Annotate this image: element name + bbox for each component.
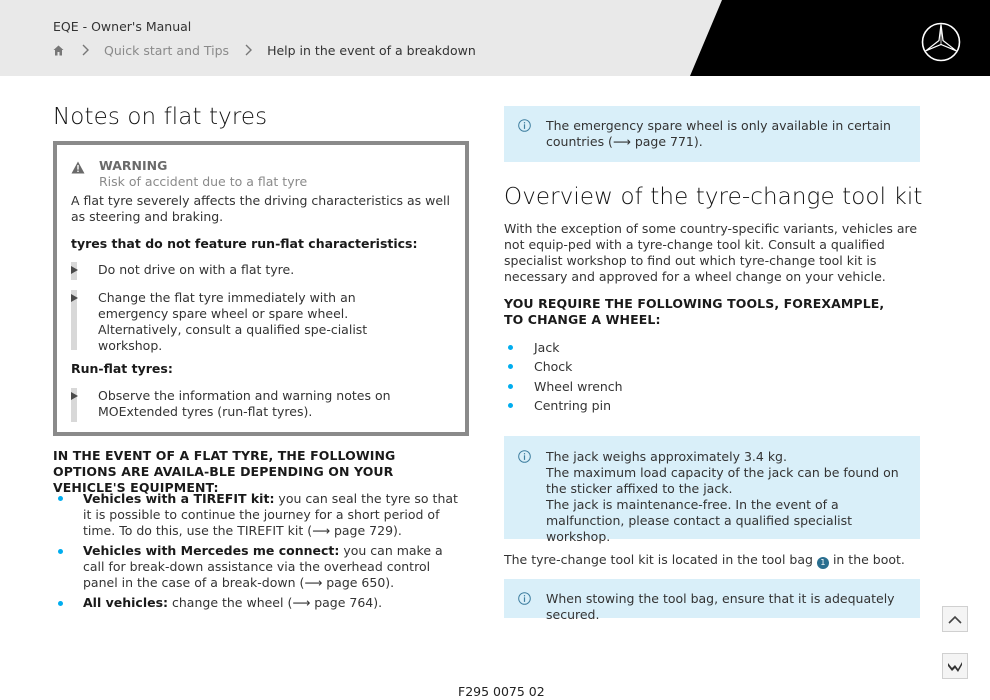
info-icon <box>518 119 531 132</box>
warning-item: Change the flat tyre immediately with an emergency spare wheel or spare wheel. Alternatively, consult a qualified spe-cialist workshop. <box>71 290 457 354</box>
tool-kit-intro: With the exception of some country-specific variants, vehicles are not equip-ped with a tyre-change tool kit. Consult a qualified specialist workshop to find out which tyre-change tool kit is necessary and approved for a wheel change on your vehicle. <box>504 221 918 284</box>
warning-item: Do not drive on with a flat tyre. <box>71 262 457 280</box>
image-reference-id: F295 0075 02 <box>458 684 545 699</box>
info-text: When stowing the tool bag, ensure that it is adequately secured. <box>546 591 895 622</box>
bullet-dot <box>508 384 513 389</box>
option-tirefit: Vehicles with a TIREFIT kit: you can seal the tyre so that it is possible to continue the journey for a short period of time. To do this, use the TIREFIT kit (⟶ page 729). <box>83 491 458 538</box>
chevron-right-icon <box>243 44 253 56</box>
bullet-arrow-icon <box>71 266 78 274</box>
warning-section-runflat: Run-flat tyres: <box>71 361 173 376</box>
breadcrumb-current: Help in the event of a breakdown <box>267 42 476 58</box>
warning-triangle-icon <box>71 161 85 174</box>
bullet-arrow-icon <box>71 392 78 400</box>
home-icon[interactable] <box>53 45 64 56</box>
info-icon <box>518 592 531 605</box>
breadcrumb-link-quick-start[interactable]: Quick start and Tips <box>104 42 230 58</box>
bullet-arrow-icon <box>71 294 78 302</box>
hand-icon <box>947 659 963 673</box>
scroll-top-button[interactable] <box>942 606 968 632</box>
warning-item: Observe the information and warning notes on MOExtended tyres (run-flat tyres). <box>71 388 457 422</box>
breadcrumb <box>53 42 476 58</box>
bullet-dot <box>508 364 513 369</box>
option-mercedes-me: Vehicles with Mercedes me connect: you can make a call for break-down assistance via the overhead control panel in the case of a break-down (⟶ page 650). <box>83 543 443 590</box>
option-all-vehicles: All vehicles: change the wheel (⟶ page 764). <box>83 595 383 610</box>
info-box-jack <box>504 436 920 544</box>
tool-item-chock: Chock <box>534 359 573 374</box>
warning-subtitle: Risk of accident due to a flat tyre <box>99 174 308 189</box>
section-title-flat-tyres: Notes on flat tyres <box>53 104 268 130</box>
tool-item-centring-pin: Centring pin <box>534 398 612 413</box>
tool-kit-location: The tyre-change tool kit is located in the tool bag 1 in the boot. <box>504 552 905 567</box>
bullet-dot <box>58 549 63 554</box>
info-box-spare-wheel <box>504 106 920 162</box>
tool-bag-marker-icon: 1 <box>817 557 829 569</box>
chevron-right-icon <box>80 44 90 56</box>
feedback-button[interactable] <box>942 653 968 679</box>
tool-item-jack: Jack <box>534 340 560 355</box>
bullet-dot <box>58 496 63 501</box>
info-text: The jack weighs approximately 3.4 kg. The maximum load capacity of the jack can be found on the sticker affixed to the jack. The jack is maintenance-free. In the event of a malfunction, please contact a qualified specialist workshop. <box>546 449 899 544</box>
manual-title: EQE - Owner's Manual <box>53 19 192 34</box>
tools-heading: YOU REQUIRE THE FOLLOWING TOOLS, FOREXAMPLE, TO CHANGE A WHEEL: <box>504 296 885 327</box>
info-box-stowing <box>504 579 920 622</box>
warning-intro: A flat tyre severely affects the driving characteristics as well as steering and braking. <box>71 193 450 224</box>
info-icon <box>518 450 531 463</box>
options-heading: IN THE EVENT OF A FLAT TYRE, THE FOLLOWING OPTIONS ARE AVAILA-BLE DEPENDING ON YOUR VEHICLE'S EQUIPMENT: <box>53 448 396 495</box>
bullet-dot <box>508 345 513 350</box>
warning-section-non-runflat: tyres that do not feature run-flat characteristics: <box>71 236 418 251</box>
tool-item-wheel-wrench: Wheel wrench <box>534 379 623 394</box>
section-title-tool-kit: Overview of the tyre-change tool kit <box>504 184 923 210</box>
info-text: The emergency spare wheel is only available in certain countries (⟶ page 771). <box>546 118 891 149</box>
warning-label: WARNING <box>99 158 168 173</box>
mercedes-star-logo[interactable] <box>921 22 961 62</box>
bullet-dot <box>58 601 63 606</box>
warning-box <box>53 141 469 436</box>
bullet-dot <box>508 403 513 408</box>
chevron-up-icon <box>948 615 962 624</box>
